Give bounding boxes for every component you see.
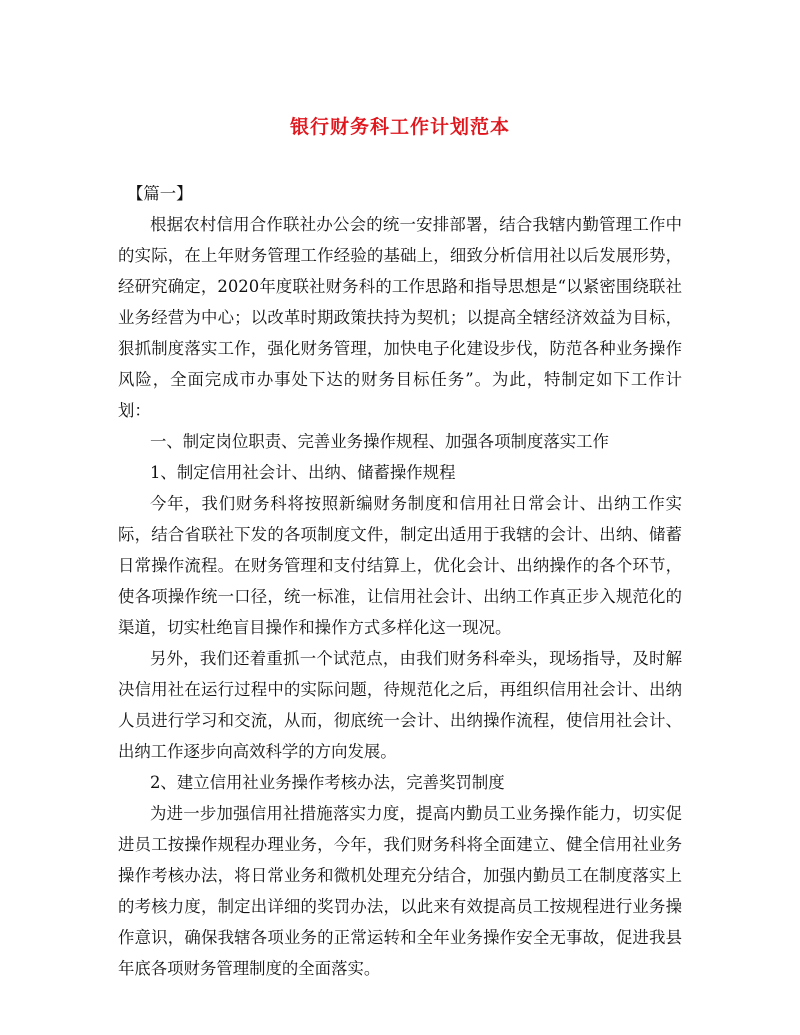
subheading-1: 1、制定信用社会计、出纳、储蓄操作规程 xyxy=(150,463,456,482)
paragraph-intro: 根据农村信用合作联社办公会的统一安排部署，结合我辖内勤管理工作中的实际，在上年财务管理工作经验的基础上，细致分析信用社以后发展形势，经研究确定，2020年度联社财务科的工作思路和指导思想是“以紧密围绕联社业务经营为中心；以改革时期政策扶持为契机；以提高全辖经济效益为目标，狠抓制度落实工作，强化财务管理，加快电子化建设步伐，防范各种业务操作风险，全面完成市办事处下达的财务目标任务”。为此，特制定如下工作计划： xyxy=(118,215,682,420)
paragraph-1a: 今年，我们财务科将按照新编财务制度和信用社日常会计、出纳工作实际，结合省联社下发的各项制度文件，制定出适用于我辖的会计、出纳、储蓄日常操作流程。在财务管理和支付结算上，优化会计、出纳操作的各个环节，使各项操作统一口径，统一标准，让信用社会计、出纳工作真正步入规范化的渠道，切实杜绝盲目操作和操作方式多样化这一现况。 xyxy=(118,494,682,637)
document-title: 银行财务科工作计划范本 xyxy=(289,116,510,138)
document-body xyxy=(118,178,682,984)
paragraph-1b: 另外，我们还着重抓一个试范点，由我们财务科牵头，现场指导，及时解决信用社在运行过程中的实际问题，待规范化之后，再组织信用社会计、出纳人员进行学习和交流，从而，彻底统一会计、出纳操作流程，使信用社会计、出纳工作逐步向高效科学的方向发展。 xyxy=(118,649,682,761)
section-tag: 【篇一】 xyxy=(127,184,193,203)
heading-section-1: 一、制定岗位职责、完善业务操作规程、加强各项制度落实工作 xyxy=(150,432,609,451)
paragraph-2: 为进一步加强信用社措施落实力度，提高内勤员工业务操作能力，切实促进员工按操作规程办理业务，今年，我们财务科将全面建立、健全信用社业务操作考核办法，将日常业务和微机处理充分结合，加强内勤员工在制度落实上的考核力度，制定出详细的奖罚办法，以此来有效提高员工按规程进行业务操作意识，确保我辖各项业务的正常运转和全年业务操作安全无事故，促进我县年底各项财务管理制度的全面落实。 xyxy=(118,804,682,978)
subheading-2: 2、建立信用社业务操作考核办法，完善奖罚制度 xyxy=(150,773,505,792)
